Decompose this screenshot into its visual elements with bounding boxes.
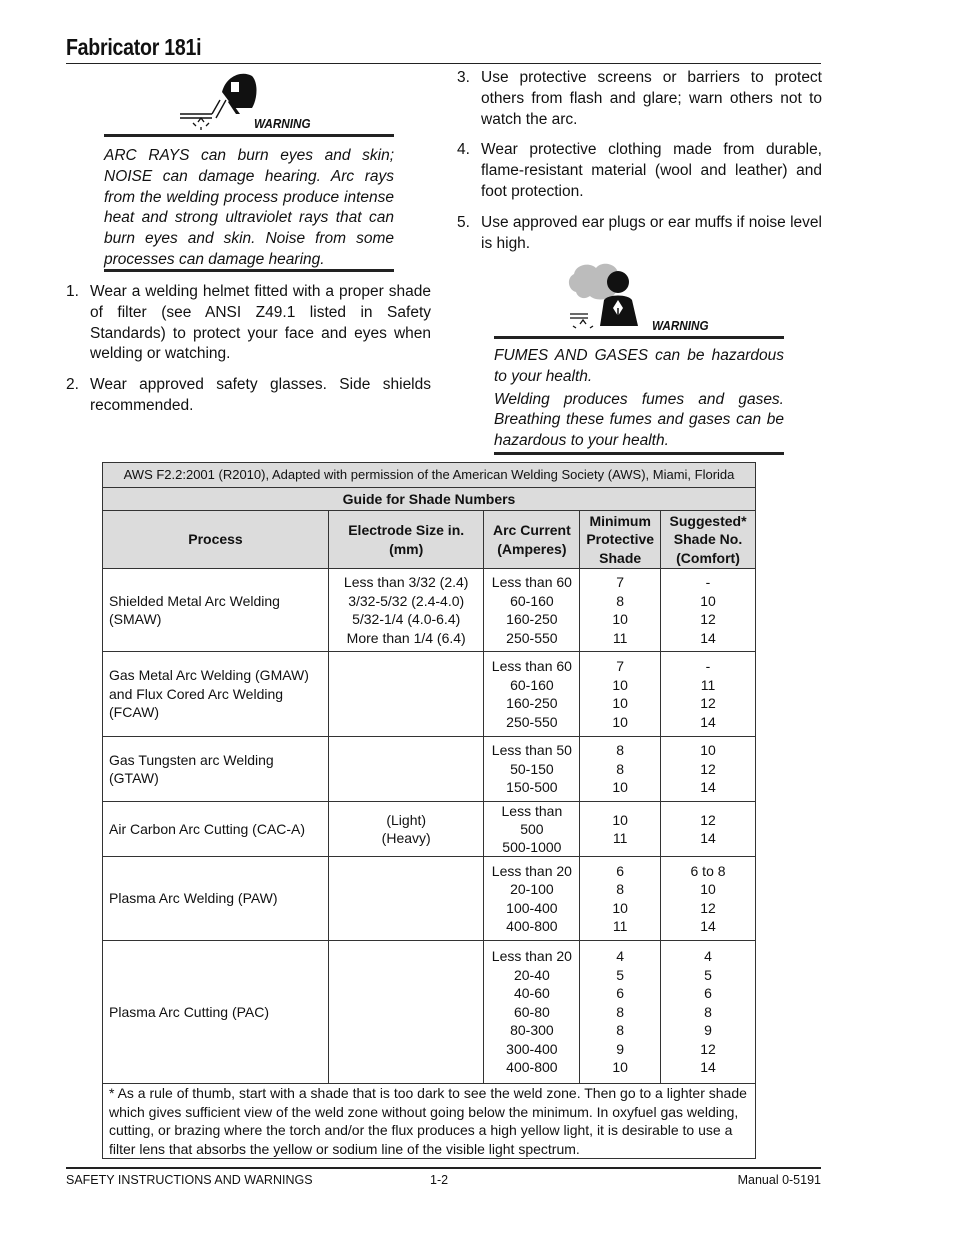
table-source: AWS F2.2:2001 (R2010), Adapted with permission of the American Welding Society (AWS), Miami, Florida [103, 463, 756, 488]
table-body [103, 569, 756, 1084]
header-electrode: Electrode Size in. (mm) [328, 511, 483, 569]
cell-electrode [328, 737, 483, 802]
cell-min-shade: 6 8 10 11 [580, 857, 661, 941]
footer-section-label: SAFETY INSTRUCTIONS AND WARNINGS [66, 1173, 313, 1187]
warning-label: WARNING [652, 318, 709, 333]
page-title: Fabricator 181i [66, 34, 202, 60]
cell-current: Less than 60 60-160 160-250 250-550 [484, 569, 580, 652]
header-current: Arc Current (Amperes) [484, 511, 580, 569]
table-source-row [103, 463, 756, 488]
warning-fumes-text [494, 346, 784, 452]
list-item: 5. Use approved ear plugs or ear muffs if noise level is high. [457, 213, 822, 252]
welder-fumes-icon [566, 262, 648, 332]
cell-current: Less than 50 50-150 150-500 [484, 737, 580, 802]
header-min-shade: Minimum Protective Shade [580, 511, 661, 569]
cell-suggested: - 11 12 14 [661, 652, 756, 737]
list-item: 4. Wear protective clothing made from durable, flame-resistant material (wool and leather) and foot protection. [457, 141, 822, 200]
table-caption: Guide for Shade Numbers [103, 488, 756, 511]
shade-guide-table [102, 462, 756, 1159]
list-item: 2. Wear approved safety glasses. Side shields recommended. [66, 376, 431, 414]
cell-electrode: Less than 3/32 (2.4) 3/32-5/32 (2.4-4.0) 5/32-1/4 (4.0-6.4) More than 1/4 (6.4) [328, 569, 483, 652]
table-header-row [103, 511, 756, 569]
welder-helmet-arc-icon [178, 70, 258, 132]
warning-bottom-rule [494, 452, 784, 455]
cell-suggested: - 10 12 14 [661, 569, 756, 652]
cell-process: Gas Metal Arc Welding (GMAW) and Flux Cored Arc Welding (FCAW) [103, 652, 329, 737]
cell-electrode [328, 941, 483, 1084]
cell-current: Less than 20 20-40 40-60 60-80 80-300 300-400 400-800 [484, 941, 580, 1084]
header-suggested: Suggested* Shade No. (Comfort) [661, 511, 756, 569]
warning-arc-paragraph: ARC RAYS can burn eyes and skin; NOISE can damage hearing. Arc rays from the welding process produce intense heat and strong ultraviolet rays that can burn eyes and skin. Noise from some processes can damage hearing. [104, 147, 394, 268]
steps-right-list [457, 68, 822, 264]
cell-electrode [328, 652, 483, 737]
cell-process: Gas Tungsten arc Welding (GTAW) [103, 737, 329, 802]
table-row [103, 569, 756, 652]
cell-current: Less than 20 20-100 100-400 400-800 [484, 857, 580, 941]
warning-label: WARNING [254, 116, 311, 131]
warning-arc-block [104, 70, 394, 275]
cell-electrode [328, 857, 483, 941]
cell-min-shade: 10 11 [580, 802, 661, 857]
cell-min-shade: 4 5 6 8 8 9 10 [580, 941, 661, 1084]
cell-current: Less than 500 500-1000 [484, 802, 580, 857]
steps-left-list [66, 282, 431, 427]
cell-suggested: 12 14 [661, 802, 756, 857]
list-item: 1. Wear a welding helmet fitted with a proper shade of filter (see ANSI Z49.1 listed in Safety Standards) to protect your face and eyes when welding or watching. [66, 283, 431, 363]
table-footnote-row [103, 1084, 756, 1159]
header-process: Process [103, 511, 329, 569]
cell-process: Shielded Metal Arc Welding (SMAW) [103, 569, 329, 652]
warning-bottom-rule [104, 269, 394, 272]
title-divider [66, 63, 821, 64]
cell-min-shade: 8 8 10 [580, 737, 661, 802]
footer-page-number: 1-2 [430, 1173, 449, 1187]
warning-top-rule [104, 134, 394, 137]
warning-fumes-paragraph: FUMES AND GASES can be hazardous to your health. [494, 347, 784, 385]
cell-electrode: (Light) (Heavy) [328, 802, 483, 857]
cell-process: Air Carbon Arc Cutting (CAC-A) [103, 802, 329, 857]
cell-current: Less than 60 60-160 160-250 250-550 [484, 652, 580, 737]
table-row [103, 652, 756, 737]
footer-divider [66, 1167, 821, 1169]
table-row [103, 857, 756, 941]
table-caption-row [103, 488, 756, 511]
table-row [103, 802, 756, 857]
cell-min-shade: 7 8 10 11 [580, 569, 661, 652]
warning-arc-text [104, 146, 394, 271]
footer-manual-number: Manual 0-5191 [737, 1173, 821, 1187]
cell-process: Plasma Arc Welding (PAW) [103, 857, 329, 941]
cell-suggested: 10 12 14 [661, 737, 756, 802]
table-row [103, 737, 756, 802]
cell-suggested: 6 to 8 10 12 14 [661, 857, 756, 941]
cell-process: Plasma Arc Cutting (PAC) [103, 941, 329, 1084]
table-row [103, 941, 756, 1084]
warning-top-rule [494, 336, 784, 339]
table-footnote: * As a rule of thumb, start with a shade that is too dark to see the weld zone. Then go to a lighter shade which gives sufficient view of the weld zone without going below the minimum. In oxyfuel gas welding, cutting, or brazing where the torch and/or the flux produces a high yellow light, it is desirable to use a filter lens that absorbs the yellow or sodium line of the visible light spectrum. [103, 1084, 756, 1159]
cell-min-shade: 7 10 10 10 [580, 652, 661, 737]
warning-fumes-paragraph: Welding produces fumes and gases. Breathing these fumes and gases can be hazardous to your health. [494, 390, 784, 450]
cell-suggested: 4 5 6 8 9 12 14 [661, 941, 756, 1084]
warning-fumes-block [494, 262, 784, 460]
list-item: 3. Use protective screens or barriers to protect others from flash and glare; warn others not to watch the arc. [457, 69, 822, 128]
